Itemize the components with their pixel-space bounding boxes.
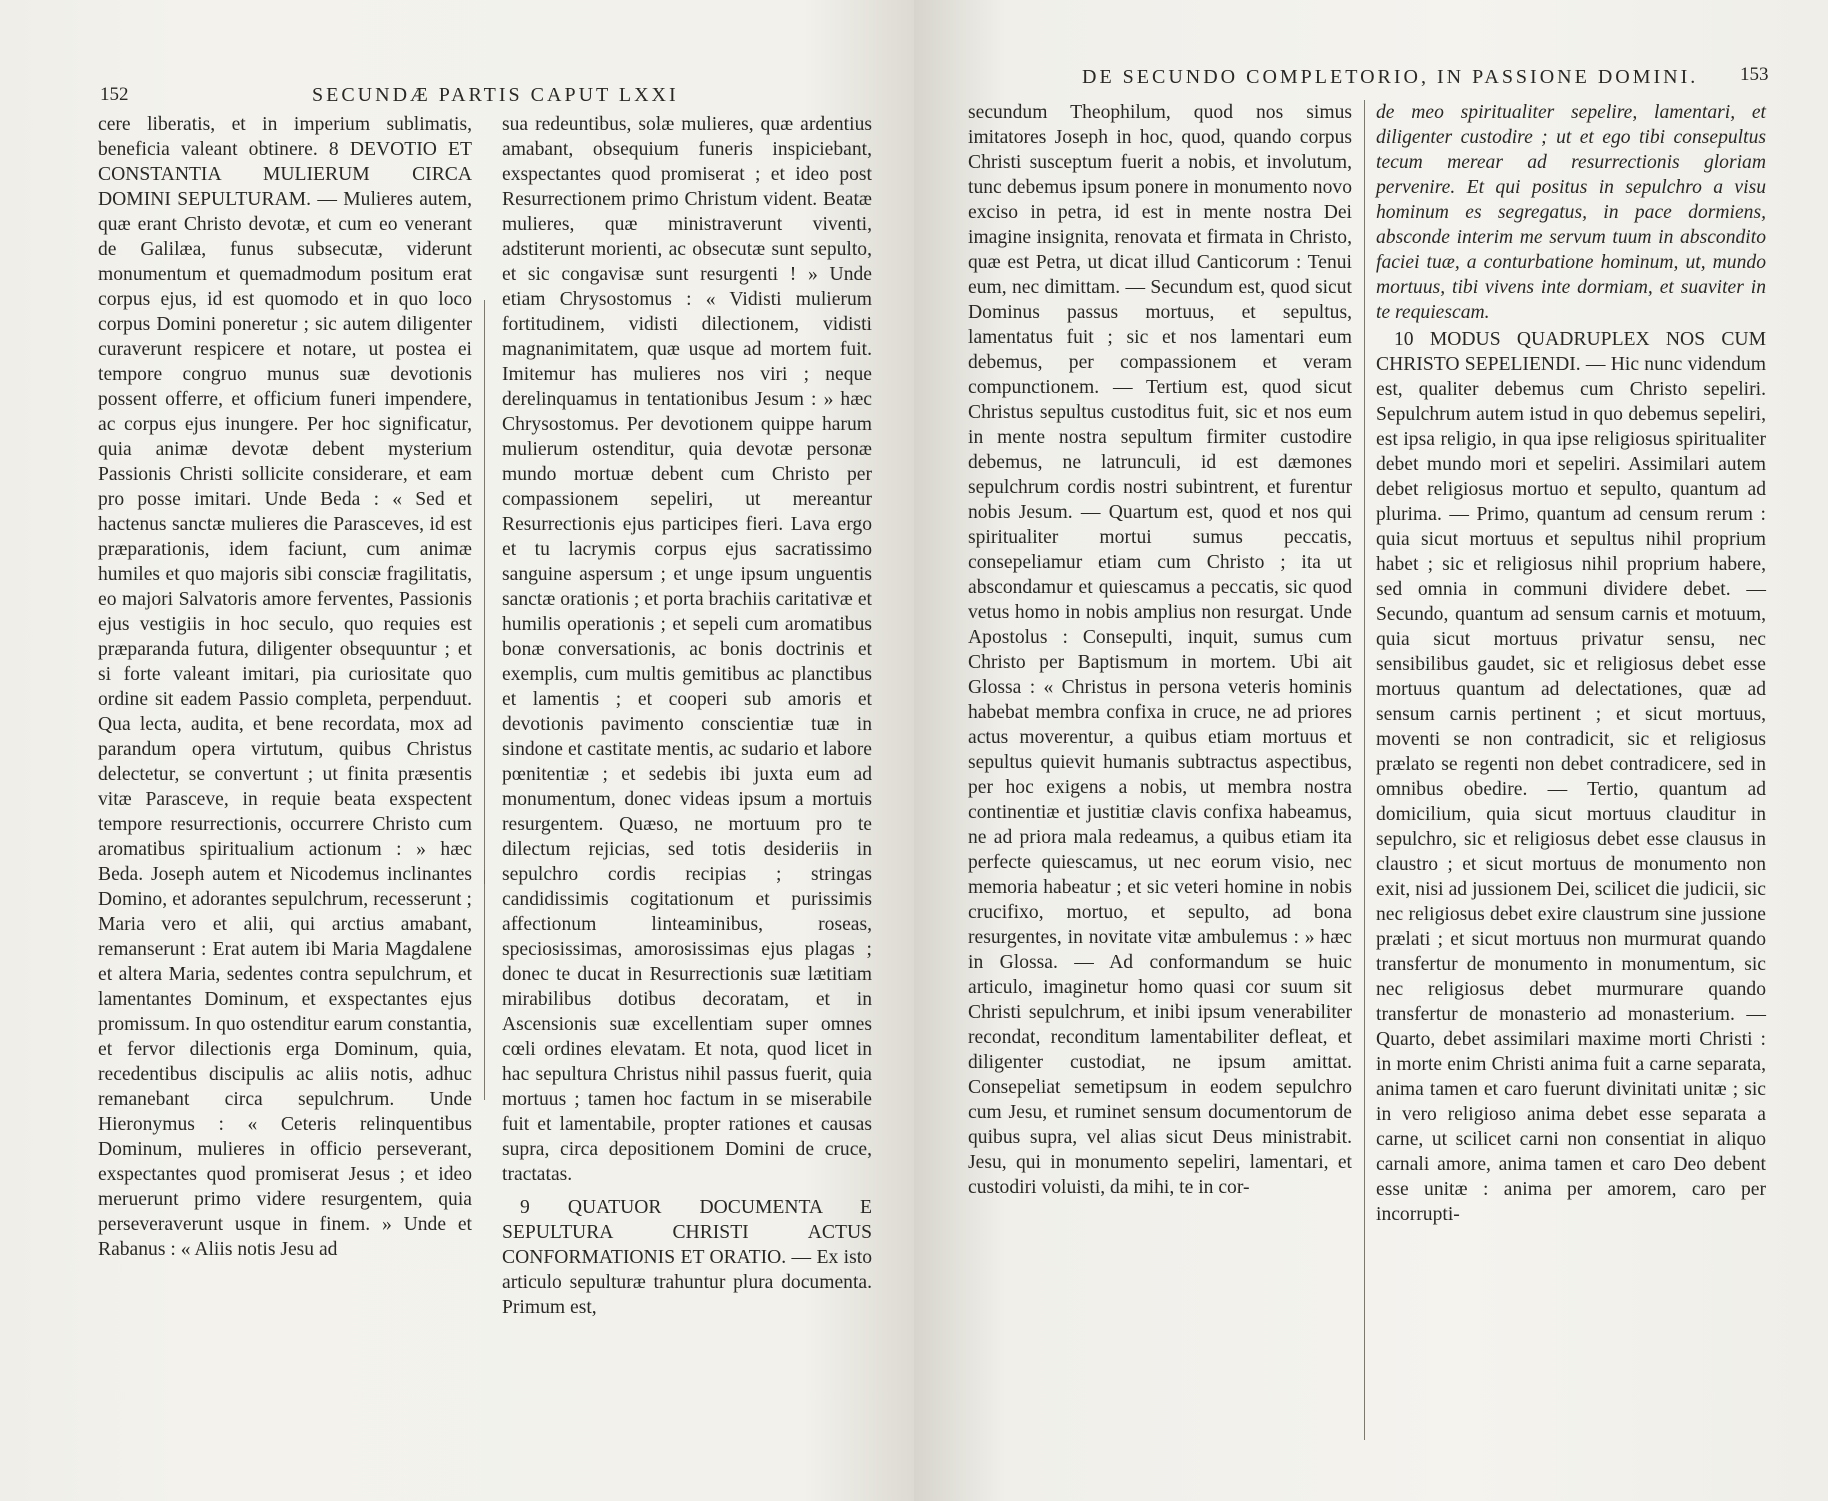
column-rule [1364, 100, 1365, 1440]
right-page [914, 0, 1828, 1501]
paragraph: cere liberatis, et in imperium sublimatis, beneficia valeant obtinere. 8 DEVOTIO ET CONSTANTIA MULIERUM CIRCA DOMINI SEPULTURAM. — Mulieres autem, quæ erant Christo devotæ, et cum eo venerant de Galilæa, funus subsecutæ, viderunt monumentum et quemadmodum positum erat corpus ejus, id est quomodo et in quo loco corpus Domini poneretur ; sic autem diligenter curaverunt respicere et notare, ut postea ei tempore congruo munus suæ devotionis possent offerre, et officium funeri impendere, ac corpus ejus inungere. Per hoc significatur, quia animæ devotæ debent mysterium Passionis Christi sollicite considerare, et eam pro posse imitari. Unde Beda : « Sed et hactenus sanctæ mulieres die Parasceves, id est præparationis, idem faciunt, cum animæ humiles et quo majoris sibi consciæ fragilitatis, eo majori Salvatoris amore ferventes, Passionis ejus vestigiis in hoc seculo, quo requies est præparanda futura, diligenter obsequuntur ; et si forte valeant imitari, pia curiositate quo ordine sit eadem Passio completa, perpenduut. Qua lecta, audita, et bene recordata, mox ad parandum opera virtutum, quibus Christus delectetur, se convertunt ; ut finita præsentis vitæ Parasceve, in requie beata exspectent tempore resurrectionis, occurrere Christo cum aromatibus spiritualium actionum : » hæc Beda. Joseph autem et Nicodemus inclinantes Domino, et adorantes sepulchrum, recesserunt ; Maria vero et alii, qui arctius amabant, remanserunt : Erat autem ibi Maria Magdalene et altera Maria, sedentes contra sepulchrum, et lamentantes Dominum, et exspectantes ejus promissum. In quo ostenditur earum constantia, et fervor dilectionis erga Dominum, quia, recedentibus discipulis ac aliis notis, adhuc remanebant circa sepulchrum. Unde Hieronymus : « Ceteris relinquentibus Dominum, mulieres in officio perseverant, exspectantes quod promiserat Jesus ; et ideo meruerunt primo videre resurgentem, quia perseveraverunt usque in finem. » Unde et Rabanus : « Aliis notis Jesu ad [98, 114, 472, 1260]
text-column-1 [968, 100, 1352, 1200]
column-rule [484, 300, 485, 1100]
running-head: SECUNDÆ PARTIS CAPUT LXXI [312, 84, 679, 106]
section-paragraph: 10 MODUS QUADRUPLEX NOS CUM CHRISTO SEPELIENDI. — Hic nunc videndum est, qualiter debemus cum Christo sepeliri. Sepulchrum autem istud in quo debemus sepeliri, est ipsa religio, in qua ipse religiosus spiritualiter debet mundo mori et sepeliri. Assimilari autem debet religiosus mortuo et sepulto, quantum ad plurima. — Primo, quantum ad censum rerum : quia sicut mortuus et sepultus nihil proprium habet ; sic et religiosus nihil proprium habere, sed omnia in communi dividere debet. — Secundo, quantum ad sensum carnis et motuum, quia sicut mortuus privatur sensu, nec sensibilibus gaudet, sic et religiosus debet esse mortuus quantum ad delectationes, quæ ad sensum carnis pertinent ; et sicut mortuus, moventi se non contradicit, sic et religiosus prælato se regenti non debet contradicere, sed in omnibus obedire. — Tertio, quantum ad domicilium, quia sicut mortuus clauditur in sepulchro, sic et religiosus debet esse clausus in claustro ; et sicut mortuus de monumento non exit, nisi ad jussionem Dei, scilicet die judicii, sic nec religiosus debet exire claustrum sine jussione prælati ; et sicut mortuus non murmurat quando transfertur de monumento in monumentum, sic nec religiosus debet murmurare quando transfertur de monasterio ad monasterium. — Quarto, debet assimilari maxime morti Christi : in morte enim Christi anima fuit a carne separata, anima tamen et caro fuerunt divinitati unitæ ; sic in vero religioso anima debet esse separata a carne, ut scilicet carni non consentiat in aliquo carnali amore, anima tamen et caro Deo debent esse unitæ : anima per amorem, caro per incorrupti- [1376, 329, 1766, 1225]
prayer-text: de meo spiritualiter sepelire, lamentari, et diligenter custodire ; ut et ego tibi consepultus tecum merear ad resurrectionis gloriam pervenire. Et qui positus in sepulchro a visu hominum es segregatus, in pace dormiens, absconde interim me servum tuum in abscondito faciei tuæ, a conturbatione hominum, ut, mundo mortuus, tibi vivens inte dormiam, et suaviter in te requiescam. [1376, 102, 1766, 323]
paragraph: sua redeuntibus, solæ mulieres, quæ ardentius amabant, obsequium funeris inspiciebant, exspectantes quod promiserat ; et ideo post Resurrectionem primo Christum vident. Beatæ mulieres, quæ ministraverunt viventi, adstiterunt morienti, ac obsecutæ sunt sepulto, et sic congavisæ sunt resurgenti ! » Unde etiam Chrysostomus : « Vidisti mulierum fortitudinem, vidisti dilectionem, vidisti magnanimitatem, quæ usque ad mortem fuit. Imitemur has mulieres nos viri ; neque derelinquamus in tentationibus Jesum : » hæc Chrysostomus. Per devotionem quippe harum mulierum ostenditur, quia devotæ personæ mundo mortuæ debent cum Christo per compassionem sepeliri, ut mereantur Resurrectionis ejus participes fieri. Lava ergo et tu lacrymis corpus ejus sacratissimo sanguine aspersum ; et unge ipsum unguentis sanctæ orationis ; et porta brachiis caritativæ et humilis operationis ; et sepeli cum aromatibus bonæ conversationis, ac bonis doctrinis et exemplis, cum multis gemitibus ac planctibus et lamentis ; et cooperi sub amoris et devotionis pavimento conscientiæ tuæ in sindone et castitate mentis, ac sudario et labore pœnitentiæ ; et sedebis ibi juxta eum ad monumentum, donec videas ipsum a mortuis resurgentem. Quæso, ne mortuum pro te dilectum rejicias, sed totis desideriis in sepulchro cordis recipias ; stringas candidissimis cogitationum et purissimis affectionum linteaminibus, roseas, speciosissimas, amorosissimas ejus plagas ; donec te ducat in Resurrectionis suæ lætitiam mirabilibus dotibus decoratam, et in Ascensionis suæ excellentiam super omnes cœli ordines elevatam. Et nota, quod licet in hac sepultura Christus nihil passus fuerit, quia mortuus ; tamen hoc factum in se miserabile fuit et lamentabile, propter rationes et causas supra, circa depositionem Domini de cruce, tractatas. [502, 114, 872, 1185]
section-paragraph: 9 QUATUOR DOCUMENTA E SEPULTURA CHRISTI ACTUS CONFORMATIONIS ET ORATIO. — Ex isto articulo sepulturæ trahuntur plura documenta. Primum est, [502, 1197, 872, 1318]
gutter-mark [484, 870, 485, 884]
text-column-1 [98, 112, 472, 1262]
running-head: DE SECUNDO COMPLETORIO, IN PASSIONE DOMINI. [1082, 66, 1699, 88]
text-column-2 [1376, 100, 1766, 1227]
page-number: 153 [1740, 64, 1769, 85]
paragraph: secundum Theophilum, quod nos simus imitatores Joseph in hoc, quod, quando corpus Christi susceptum fuerit a nobis, et involutum, tunc debemus ipsum ponere in monumento novo exciso in petra, id est in mente nostra Dei imagine insignita, renovata et firmata in Christo, quæ est Petra, ut dicat illud Canticorum : Tenui eum, nec dimittam. — Secundum est, quod sicut Dominus passus mortuus, et sepultus, lamentatus fuit ; sic et nos lamentari eum debemus, per compassionem et veram compunctionem. — Tertium est, quod sicut Christus sepultus custoditus fuit, sic et nos eum in mente nostra sepultum firmiter custodire debemus, ne latrunculi, id est dæmones sepulchrum cordis nostri subintrent, et furentur nobis Jesum. — Quartum est, quod et nos qui spiritualiter mortui sumus peccatis, consepeliamur etiam cum Christo ; ita ut abscondamur et quiescamus a peccatis, sic quod vetus homo in nobis amplius non resurgat. Unde Apostolus : Consepulti, inquit, sumus cum Christo per Baptismum in mortem. Ubi ait Glossa : « Christus in persona veteris hominis habebat membra confixa in cruce, ne ad priores actus moverentur, a quibus etiam mortuus et sepultus quievit humanis subtractus aspectibus, per hoc exigens a nobis, ut membra nostra continentiæ et justitiæ clavis confixa habeamus, ne ad priora mala redeamus, a quibus etiam ita perfecte quiescamus, ut nec eorum visio, nec memoria habeatur ; et sic veteri homine in nobis crucifixo, mortuo, et sepulto, ad bona resurgentes, in novitate vitæ ambulemus : » hæc in Glossa. — Ad conformandum se huic articulo, imaginetur homo quasi cor suum sit Christi sepulchrum, et inibi ipsum venerabiliter recondat, reconditum lamentabiliter defleat, et diligenter custodiat, ne ipsum amittat. Consepeliat semetipsum in eodem sepulchro cum Jesu, et ruminet sensum documentorum de quibus supra, vel alias sicut Deus ministrabit. Jesu, qui in monumento sepeliri, lamentari, et custodiri voluisti, da mihi, te in cor- [968, 102, 1352, 1198]
text-column-2 [502, 112, 872, 1320]
page-number: 152 [100, 84, 129, 105]
